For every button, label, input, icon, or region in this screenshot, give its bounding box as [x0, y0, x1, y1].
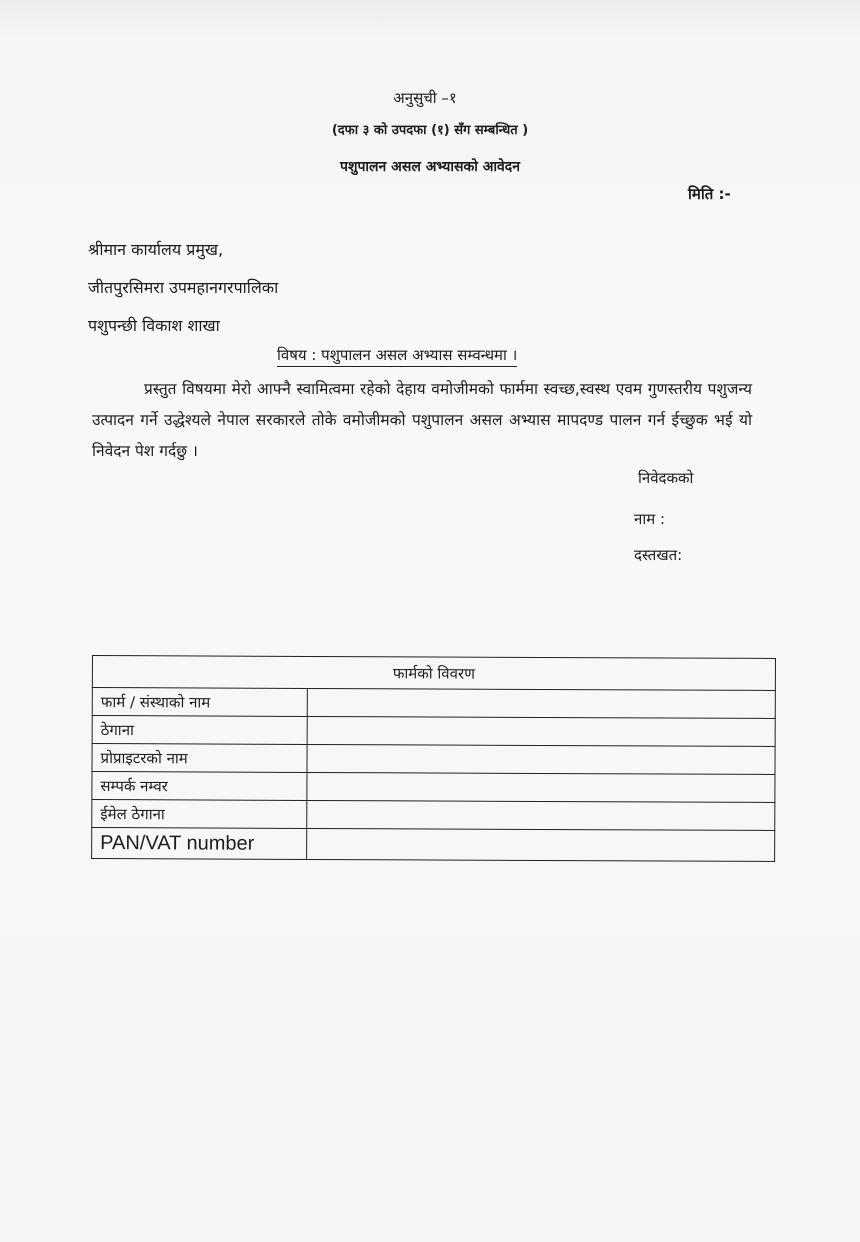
application-body: प्रस्तुत विषयमा मेरो आफ्नै स्वामित्वमा रहेको देहाय वमोजीमको फार्ममा स्वच्छ,स्वस्थ एवम गुणस्तरीय पशुजन्य उत्पादन गर्ने उद्धेश्यले नेपाल सरकारले तोके वमोजीमको पशुपालन असल अभ्यास मापदण्ड पालन गर्न ईच्छुक भई यो निवेदन पेश गर्दछु ।: [92, 380, 752, 460]
application-title: पशुपालन असल अभ्यासको आवेदन: [340, 159, 520, 175]
name-label: नाम :: [634, 510, 666, 528]
applicant-label: निवेदकको: [638, 469, 694, 487]
address-line-3: पशुपन्छी विकाश शाखा: [88, 316, 220, 335]
signature-label: दस्तखत:: [634, 546, 683, 564]
table-row: [92, 772, 775, 803]
schedule-reference: (दफा ३ को उपदफा (१) सँग सम्बन्धित ): [331, 123, 529, 138]
row-value-address[interactable]: [307, 716, 775, 746]
row-label-email: ईमेल ठेगाना: [92, 800, 307, 829]
table-row: [92, 828, 775, 862]
address-line-2: जीतपुरसिमरा उपमहानगरपालिका: [88, 278, 279, 297]
row-label-proprietor: प्रोप्राइटरको नाम: [92, 744, 307, 773]
row-label-pan-vat: PAN/VAT number: [92, 828, 307, 860]
row-label-address: ठेगाना: [92, 716, 307, 745]
row-value-email[interactable]: [307, 800, 775, 830]
row-label-contact: सम्पर्क नम्वर: [92, 772, 307, 801]
row-value-proprietor[interactable]: [307, 744, 775, 774]
farm-details-table: [91, 655, 776, 862]
table-row: [92, 800, 775, 831]
table-row: [92, 688, 775, 719]
address-line-1: श्रीमान कार्यालय प्रमुख,: [88, 240, 224, 259]
row-value-pan-vat[interactable]: [307, 828, 775, 861]
row-label-farm-name: फार्म / संस्थाको नाम: [92, 688, 307, 717]
row-value-farm-name[interactable]: [307, 688, 775, 718]
date-label: मिति :-: [688, 185, 731, 203]
row-value-contact[interactable]: [307, 772, 775, 802]
table-row: [92, 716, 775, 747]
table-header-row: [92, 656, 775, 691]
subject-line: विषय : पशुपालन असल अभ्यास सम्वन्धमा ।: [277, 345, 517, 367]
table-row: [92, 744, 775, 775]
schedule-title: अनुसुची –१: [393, 89, 457, 107]
table-header: फार्मको विवरण: [92, 656, 775, 691]
